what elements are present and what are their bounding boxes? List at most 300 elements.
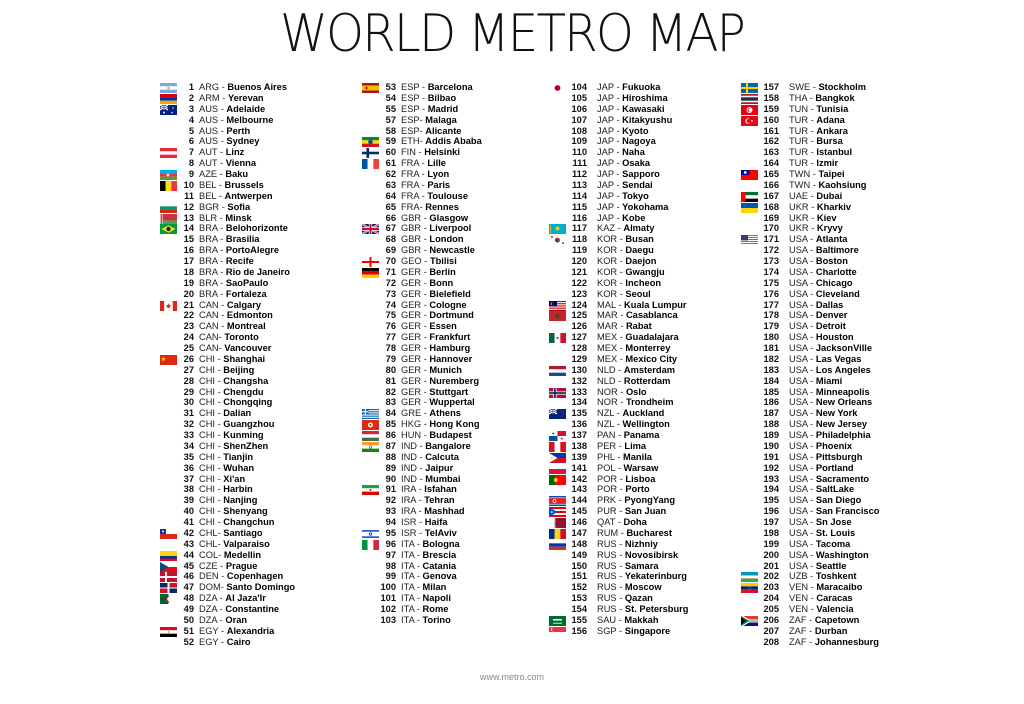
entry-number: 208 bbox=[763, 636, 779, 647]
entry-number: 18 bbox=[183, 266, 194, 277]
entry-number: 73 bbox=[385, 288, 396, 299]
entry-number: 38 bbox=[183, 484, 194, 495]
entry-number: 57 bbox=[385, 114, 396, 125]
entry-number: 19 bbox=[183, 277, 194, 288]
country-code: PUR - bbox=[597, 506, 623, 517]
city-name: Kitakyushu bbox=[622, 114, 673, 125]
entry-number: 45 bbox=[183, 560, 194, 571]
country-code: USA - bbox=[789, 419, 814, 430]
entry-label bbox=[597, 223, 654, 234]
entry-label bbox=[597, 104, 665, 115]
city-name: TelAviv bbox=[424, 527, 457, 538]
entry-label bbox=[789, 300, 843, 311]
entry-number: 31 bbox=[183, 408, 194, 419]
country-code: ITA - bbox=[401, 538, 420, 549]
country-code: ITA - bbox=[401, 560, 420, 571]
country-code: SWE - bbox=[789, 82, 816, 92]
country-code: FRA - bbox=[401, 158, 425, 169]
country-code: GER - bbox=[401, 310, 427, 321]
city-name: Belohorizonte bbox=[225, 223, 288, 234]
city-name: SaltLake bbox=[815, 484, 855, 495]
entry-number: 51 bbox=[183, 625, 194, 636]
country-code: USA - bbox=[789, 473, 814, 484]
entry-label bbox=[789, 310, 847, 321]
country-code: FRA - bbox=[401, 190, 425, 201]
country-code: JAP - bbox=[597, 169, 620, 179]
entry-label bbox=[597, 571, 687, 582]
city-name: ShenZhen bbox=[223, 440, 269, 451]
entry-number: 200 bbox=[763, 549, 779, 560]
entry-label bbox=[199, 202, 250, 213]
city-name: Sn Jose bbox=[815, 517, 852, 527]
entry-number: 99 bbox=[385, 571, 396, 582]
country-code: BRA - bbox=[199, 245, 224, 256]
city-name: Vienna bbox=[225, 158, 257, 169]
entry-number: 9 bbox=[188, 169, 194, 179]
city-name: Kaohsiung bbox=[818, 179, 867, 190]
entry-label bbox=[199, 484, 253, 495]
country-code: KOR - bbox=[597, 277, 623, 288]
city-name: Panama bbox=[623, 430, 660, 440]
entry-label bbox=[401, 550, 456, 561]
city-name: Toshkent bbox=[815, 571, 857, 582]
city-name: Tianjin bbox=[223, 451, 254, 462]
entry-number: 13 bbox=[183, 212, 194, 223]
country-code: JAP - bbox=[597, 212, 620, 223]
city-name: Izmir bbox=[816, 158, 839, 169]
entry-label bbox=[401, 604, 448, 615]
country-code: KOR - bbox=[597, 245, 623, 256]
city-name: Auckland bbox=[622, 408, 665, 419]
entry-number: 49 bbox=[183, 604, 194, 614]
entry-label bbox=[789, 365, 871, 376]
city-name: Copenhagen bbox=[226, 571, 284, 582]
entry-label bbox=[789, 604, 854, 615]
entry-number: 6 bbox=[188, 136, 194, 147]
entry-label bbox=[597, 321, 652, 332]
entry-number: 84 bbox=[385, 408, 396, 419]
entry-number: 134 bbox=[571, 397, 587, 408]
entry-number: 72 bbox=[385, 277, 396, 288]
entry-number: 98 bbox=[385, 560, 396, 571]
entry-label bbox=[401, 561, 456, 572]
city-name: Madrid bbox=[427, 103, 459, 114]
entry-label bbox=[199, 245, 279, 256]
country-code: RUS - bbox=[597, 538, 623, 549]
city-name: Edmonton bbox=[226, 310, 273, 321]
entry-number: 90 bbox=[385, 473, 396, 484]
entry-number: 50 bbox=[183, 614, 194, 625]
entry-number: 62 bbox=[385, 169, 396, 179]
country-code: GBR - bbox=[401, 212, 427, 223]
country-code: NLD - bbox=[597, 364, 622, 375]
entry-number: 4 bbox=[188, 114, 194, 125]
city-name: Denver bbox=[815, 310, 848, 321]
city-name: Berlin bbox=[429, 266, 456, 277]
entry-label bbox=[199, 191, 273, 202]
entry-number: 88 bbox=[385, 451, 396, 462]
city-name: Nanjing bbox=[223, 495, 258, 506]
city-name: Fortaleza bbox=[225, 288, 267, 299]
entry-label bbox=[789, 387, 870, 398]
country-code: GBR - bbox=[401, 245, 427, 256]
entry-number: 41 bbox=[183, 517, 194, 527]
entry-label bbox=[789, 615, 859, 626]
city-name: Rotterdam bbox=[623, 375, 671, 386]
city-name: Athens bbox=[429, 408, 461, 419]
country-code: GER - bbox=[401, 299, 427, 310]
entry-label bbox=[401, 582, 446, 593]
country-code: JAP - bbox=[597, 190, 620, 201]
country-code: BRA - bbox=[199, 266, 224, 277]
entry-label bbox=[597, 256, 656, 267]
entry-number: 118 bbox=[572, 234, 587, 245]
country-code: JAP - bbox=[597, 158, 620, 169]
entry-label bbox=[789, 582, 862, 593]
city-name: Busan bbox=[625, 234, 654, 245]
country-code: PER - bbox=[597, 440, 622, 451]
country-code: GER - bbox=[401, 364, 427, 375]
country-code: KOR - bbox=[597, 234, 623, 245]
entry-label bbox=[789, 126, 848, 137]
country-code: BGR - bbox=[199, 201, 225, 212]
country-code: AUS - bbox=[199, 125, 224, 136]
entry-number: 64 bbox=[385, 190, 396, 201]
entry-label bbox=[789, 93, 855, 104]
entry-label bbox=[597, 539, 658, 550]
entry-label bbox=[597, 593, 653, 604]
city-name: Helsinki bbox=[424, 147, 460, 158]
entry-number: 125 bbox=[571, 310, 587, 321]
entry-number: 24 bbox=[183, 332, 194, 343]
entry-label bbox=[597, 441, 646, 452]
entry-label bbox=[597, 452, 652, 463]
country-code: KOR - bbox=[597, 266, 623, 277]
city-name: Capetown bbox=[814, 614, 860, 625]
country-code: NLD - bbox=[597, 375, 622, 386]
city-name: Kryvy bbox=[816, 223, 843, 234]
city-name: JacksonVille bbox=[815, 343, 873, 353]
entry-number: 188 bbox=[763, 419, 779, 430]
country-code: DZA - bbox=[199, 593, 223, 604]
entry-label bbox=[199, 267, 290, 278]
entry-label bbox=[597, 506, 666, 517]
entry-number: 20 bbox=[183, 288, 194, 299]
entry-number: 123 bbox=[571, 288, 587, 299]
country-code: USA - bbox=[789, 440, 814, 451]
entry-label bbox=[401, 115, 457, 126]
entry-label bbox=[401, 278, 453, 289]
country-code: RUS - bbox=[597, 571, 623, 582]
entry-label bbox=[597, 387, 647, 398]
entry-label bbox=[199, 126, 250, 137]
entry-number: 115 bbox=[572, 201, 587, 212]
country-code: FRA - bbox=[401, 179, 425, 190]
country-code: CHI - bbox=[199, 462, 221, 473]
country-code: IND - bbox=[401, 451, 423, 462]
city-name: Brescia bbox=[422, 549, 457, 560]
entry-number: 107 bbox=[571, 114, 587, 125]
entry-number: 101 bbox=[380, 593, 396, 604]
entry-label bbox=[597, 397, 673, 408]
entry-label bbox=[789, 593, 853, 604]
country-code: POL - bbox=[597, 462, 621, 473]
entry-label bbox=[199, 637, 251, 648]
city-name: Philadelphia bbox=[815, 430, 871, 440]
country-code: GER - bbox=[401, 332, 427, 343]
entry-label bbox=[199, 604, 279, 615]
entry-label bbox=[199, 136, 259, 147]
country-code: SAU - bbox=[597, 614, 622, 625]
entry-label bbox=[789, 343, 872, 354]
city-name: Bologna bbox=[422, 538, 460, 549]
city-name: Los Angeles bbox=[815, 364, 871, 375]
entry-label bbox=[597, 126, 649, 137]
entry-label bbox=[597, 169, 660, 180]
city-name: Sofia bbox=[227, 201, 251, 212]
city-name: Melbourne bbox=[226, 114, 274, 125]
entry-number: 81 bbox=[385, 375, 396, 386]
entry-number: 32 bbox=[183, 419, 194, 430]
entry-label bbox=[401, 245, 475, 256]
entry-number: 37 bbox=[183, 473, 194, 484]
country-code: USA - bbox=[789, 527, 814, 538]
entry-label bbox=[199, 419, 274, 430]
entry-label bbox=[401, 93, 456, 104]
city-name: Adelaide bbox=[226, 103, 266, 114]
city-name: London bbox=[429, 234, 464, 245]
entry-number: 150 bbox=[571, 560, 587, 571]
city-name: Al Jaza'Ir bbox=[225, 593, 266, 604]
city-name: Trondheim bbox=[625, 397, 674, 408]
entry-label bbox=[597, 354, 677, 365]
entry-number: 191 bbox=[763, 451, 779, 462]
city-name: Istanbul bbox=[816, 147, 853, 158]
country-code: USA - bbox=[789, 506, 814, 517]
city-name: PortoAlegre bbox=[225, 245, 280, 256]
entry-label bbox=[199, 517, 274, 528]
entry-number: 162 bbox=[763, 136, 779, 147]
country-code: MEX - bbox=[597, 353, 623, 364]
entry-number: 112 bbox=[572, 169, 587, 179]
city-name: PyongYang bbox=[624, 495, 676, 506]
city-name: Malaga bbox=[425, 114, 457, 125]
country-code: TWN - bbox=[789, 169, 816, 179]
city-name: Doha bbox=[623, 517, 647, 527]
entry-label bbox=[597, 82, 660, 93]
city-name: Nizhniy bbox=[624, 538, 658, 549]
entry-label bbox=[597, 245, 654, 256]
city-name: New York bbox=[815, 408, 858, 419]
entry-number: 77 bbox=[385, 332, 396, 343]
footer-url[interactable]: www.metro.com bbox=[479, 672, 544, 682]
entry-number: 26 bbox=[183, 353, 194, 364]
country-code: CHI - bbox=[199, 386, 221, 397]
entry-number: 156 bbox=[571, 625, 587, 636]
entry-label bbox=[401, 419, 480, 430]
country-code: NZL - bbox=[597, 408, 620, 419]
entry-label bbox=[199, 223, 288, 234]
city-name: Portland bbox=[815, 462, 854, 473]
city-name: Newcastle bbox=[429, 245, 475, 256]
entry-label bbox=[401, 528, 457, 539]
entry-label bbox=[597, 365, 675, 376]
entry-label bbox=[597, 289, 651, 300]
entry-number: 10 bbox=[183, 179, 194, 190]
city-name: Beijing bbox=[223, 364, 255, 375]
entry-number: 110 bbox=[572, 147, 587, 158]
city-name: Kiev bbox=[816, 212, 837, 223]
city-name: Amsterdam bbox=[623, 364, 676, 375]
entry-label bbox=[789, 289, 860, 300]
city-name: Nagoya bbox=[622, 136, 656, 147]
city-name: Lisboa bbox=[625, 473, 656, 484]
country-code: RUS - bbox=[597, 560, 623, 571]
city-name: Santiago bbox=[223, 527, 263, 538]
city-name: Durban bbox=[814, 625, 848, 636]
city-name: Glasgow bbox=[429, 212, 469, 223]
entry-label bbox=[401, 506, 465, 517]
country-code: DZA - bbox=[199, 614, 223, 625]
entry-number: 21 bbox=[183, 299, 194, 310]
entry-label bbox=[401, 343, 470, 354]
entry-number: 3 bbox=[188, 103, 194, 114]
entry-label bbox=[401, 104, 458, 115]
city-name: Calcuta bbox=[425, 451, 459, 462]
city-name: Baltimore bbox=[815, 245, 859, 256]
entry-number: 30 bbox=[183, 397, 194, 408]
city-name: Linz bbox=[225, 147, 245, 158]
country-code: EGY - bbox=[199, 625, 225, 636]
entry-label bbox=[199, 441, 268, 452]
city-name: St. Petersburg bbox=[624, 604, 689, 614]
entry-label bbox=[199, 115, 273, 126]
entry-number: 68 bbox=[385, 234, 396, 245]
entry-number: 117 bbox=[572, 223, 587, 234]
city-name: Caracas bbox=[816, 593, 853, 604]
entry-number: 54 bbox=[385, 92, 396, 103]
country-code: CAN- bbox=[199, 332, 222, 343]
country-code: USA - bbox=[789, 299, 814, 310]
entry-label bbox=[597, 561, 659, 572]
country-code: ITA - bbox=[401, 614, 420, 625]
entry-number: 143 bbox=[571, 484, 587, 495]
entry-number: 142 bbox=[571, 473, 587, 484]
entry-number: 22 bbox=[183, 310, 194, 321]
city-name: Lille bbox=[427, 158, 446, 169]
country-code: JAP - bbox=[597, 147, 620, 158]
city-name: Shenyang bbox=[223, 506, 268, 517]
entry-number: 89 bbox=[385, 462, 396, 473]
entry-number: 16 bbox=[183, 245, 194, 256]
country-code: ESP- bbox=[401, 114, 423, 125]
entry-number: 127 bbox=[571, 332, 587, 343]
country-code: DZA - bbox=[199, 604, 223, 614]
city-name: Vancouver bbox=[224, 343, 272, 353]
country-code: DOM- bbox=[199, 582, 224, 593]
entry-number: 201 bbox=[763, 560, 779, 571]
city-name: Medellin bbox=[223, 549, 262, 560]
entry-number: 59 bbox=[385, 136, 396, 147]
city-name: Changsha bbox=[223, 375, 269, 386]
city-name: Paris bbox=[427, 179, 451, 190]
country-code: USA - bbox=[789, 310, 814, 321]
country-code: CHI - bbox=[199, 517, 221, 527]
entry-number: 17 bbox=[183, 256, 194, 266]
city-name: Oran bbox=[225, 614, 248, 625]
entry-number: 85 bbox=[385, 419, 396, 430]
city-name: Antwerpen bbox=[224, 190, 273, 201]
city-name: Minsk bbox=[225, 212, 252, 223]
city-name: Chengdu bbox=[223, 386, 264, 397]
country-code: NOR - bbox=[597, 386, 624, 397]
entry-number: 40 bbox=[183, 506, 194, 517]
entry-label bbox=[199, 256, 254, 267]
country-code: GER - bbox=[401, 386, 427, 397]
entry-number: 100 bbox=[380, 582, 396, 593]
entry-number: 137 bbox=[571, 430, 587, 440]
country-code: USA - bbox=[789, 245, 814, 256]
city-name: Rabat bbox=[625, 321, 652, 332]
city-name: Sacramento bbox=[815, 473, 870, 484]
entry-label bbox=[789, 256, 848, 267]
city-name: Tunisia bbox=[816, 103, 849, 114]
entry-label bbox=[401, 289, 471, 300]
entry-number: 39 bbox=[183, 495, 194, 506]
entry-label bbox=[199, 365, 254, 376]
country-code: JAP - bbox=[597, 92, 620, 103]
entry-number: 155 bbox=[571, 614, 587, 625]
entry-number: 122 bbox=[571, 277, 587, 288]
country-code: ZAF - bbox=[789, 614, 813, 625]
entry-number: 186 bbox=[763, 397, 779, 408]
entry-label bbox=[199, 626, 274, 637]
country-code: ITA - bbox=[401, 571, 420, 582]
city-name: Almaty bbox=[623, 223, 655, 234]
entry-number: 7 bbox=[188, 147, 194, 158]
entry-number: 96 bbox=[385, 538, 396, 549]
city-name: Essen bbox=[429, 321, 457, 332]
city-name: Hamburg bbox=[429, 343, 471, 353]
entry-label bbox=[199, 561, 257, 572]
entry-label bbox=[199, 147, 244, 158]
city-name: Chongqing bbox=[223, 397, 273, 408]
country-code: USA - bbox=[789, 266, 814, 277]
entry-label bbox=[401, 376, 479, 387]
city-name: Santo Domingo bbox=[226, 582, 296, 593]
entry-number: 95 bbox=[385, 527, 396, 538]
city-name: Mashhad bbox=[424, 506, 465, 517]
entry-number: 1 bbox=[188, 82, 194, 92]
city-name: Daegu bbox=[625, 245, 654, 256]
entry-label bbox=[401, 191, 468, 202]
city-name: St. Louis bbox=[815, 527, 856, 538]
country-code: KAZ - bbox=[597, 223, 621, 234]
entry-label bbox=[597, 115, 672, 126]
country-code: GRE - bbox=[401, 408, 427, 419]
city-name: Miami bbox=[815, 375, 843, 386]
city-name: Yekaterinburg bbox=[624, 571, 687, 582]
country-code: BEL - bbox=[199, 190, 222, 201]
entry-label bbox=[789, 191, 842, 202]
entry-number: 114 bbox=[572, 190, 587, 201]
country-code: JAP - bbox=[597, 125, 620, 136]
entry-label bbox=[401, 321, 457, 332]
city-name: Sydney bbox=[226, 136, 260, 147]
city-name: Perth bbox=[226, 125, 251, 136]
entry-label bbox=[199, 495, 257, 506]
city-name: Bursa bbox=[816, 136, 843, 147]
